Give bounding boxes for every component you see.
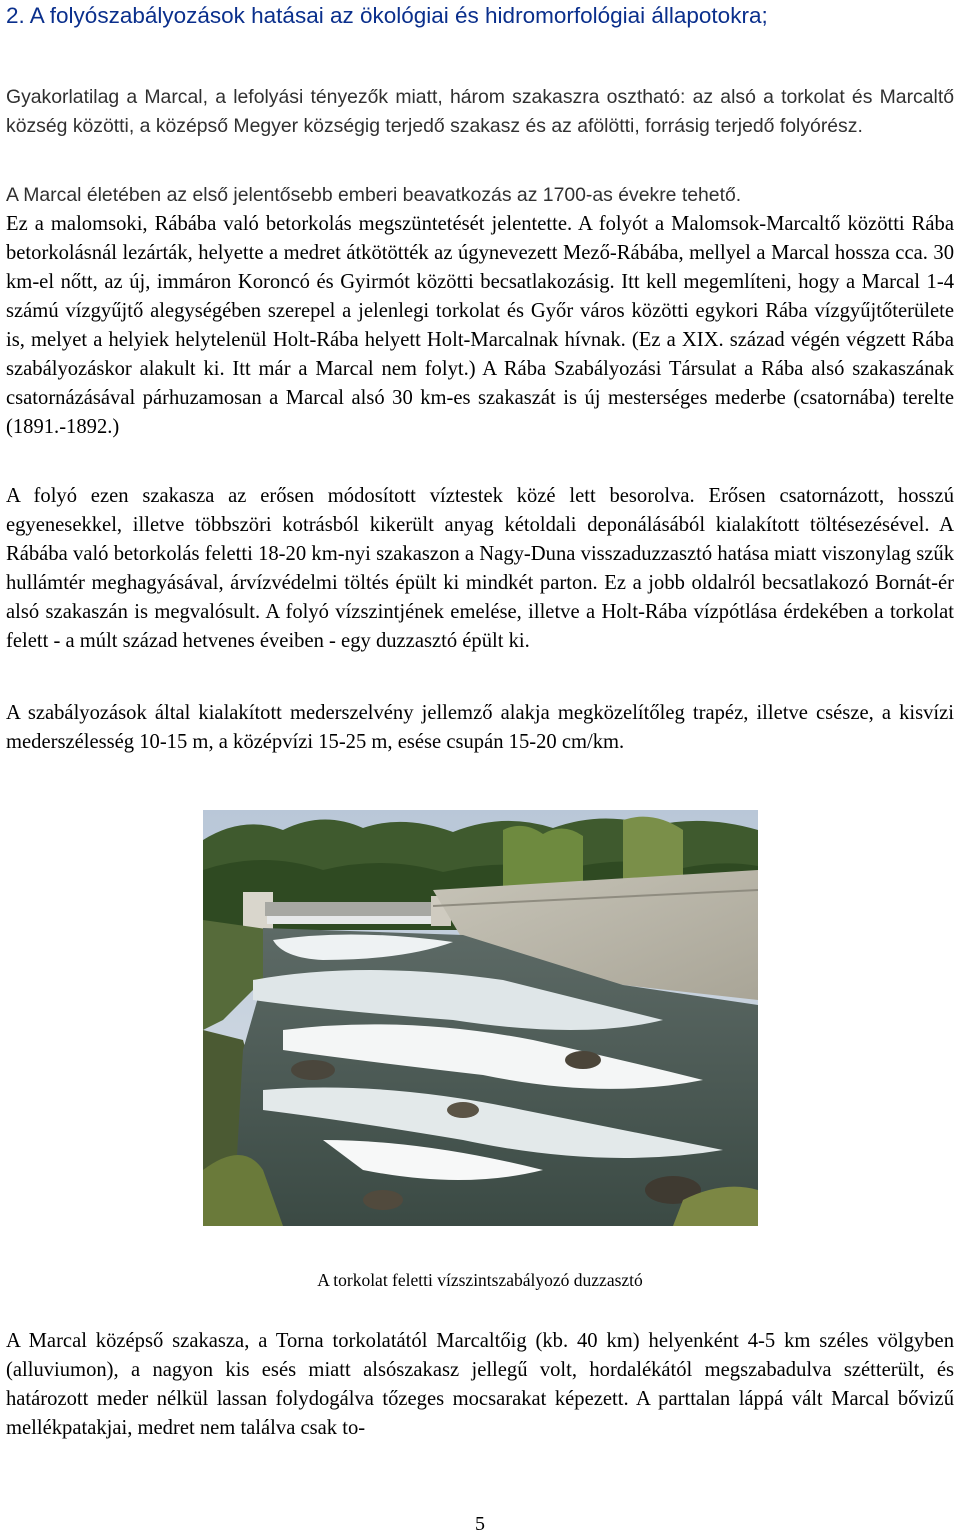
paragraph-channel-profile: A szabályozások által kialakított mederszelvény jellemző alakja megközelítőleg trapéz, illetve csésze, a kisvízi mederszélesség 10-15 m, a középvízi 15-25 m, esése csupán 15-20 cm/km.	[6, 702, 954, 753]
section-heading: 2. A folyószabályozások hatásai az ökológiai és hidromorfológiai állapotokra;	[6, 3, 768, 28]
paragraph-first-intervention: A Marcal életében az első jelentősebb emberi beavatkozás az 1700-as évekre tehető.	[6, 184, 742, 206]
page-number: 5	[475, 1513, 485, 1535]
paragraph-raba-confluence: Ez a malomsoki, Rábába való betorkolás megszüntetését jelentette. A folyót a Malomsok-Marcaltő közötti Rába betorkolásnál lezárták, helyette a medret átkötötték az úgynevezett Mező-Rábába, mellyel a Marcal hossza cca. 30 km-el nőtt, az új, immáron Koroncó és Gyirmót közötti becsatlakozásig. Itt kell megemlíteni, hogy a Marcal 1-4 számú vízgyűjtő alegységében szerepel a jelenlegi torkolat és Győr város közötti egykori Rába vízgyűjtőterülete is, melyet a helyiek helytelenül Holt-Rába helyett Holt-Marcalnak hívnak. (Ez a XIX. század végén végzett Rába szabályozáskor alakult ki. Itt már a Marcal nem folyt.) A Rába Szabályozási Társulat a Rába alsó szakaszának csatornázásával párhuzamosan a Marcal alsó 30 km-es szakaszát is új mesterséges mederbe (csatornába) terelte (1891.-1892.)	[6, 213, 954, 438]
figure-caption: A torkolat feletti vízszintszabályozó duzzasztó	[317, 1270, 643, 1290]
paragraph-modified-water-body: A folyó ezen szakasza az erősen módosított víztestek közé lett besorolva. Erősen csatornázott, hosszú egyenesekkel, illetve többszöri kotrásból kikerült anyag kétoldali deponálásából kialakított töltésezésével. A Rábába való betorkolás feletti 18-20 km-nyi szakaszon a Nagy-Duna visszaduzzasztó hatása miatt viszonylag szűk hullámtér meghagyásával, árvízvédelmi töltés épült ki mindkét parton. Ez a jobb oldalról becsatlakozó Bornát-ér alsó szakaszán is megvalósult. A folyó vízszintjének emelése, illetve a Holt-Rába vízpótlása érdekében a torkolat felett - a múlt század hetvenes éveiben - egy duzzasztó épült ki.	[6, 485, 954, 652]
paragraph-river-sections: Gyakorlatilag a Marcal, a lefolyási tényezők miatt, három szakaszra osztható: az alsó a torkolat és Marcaltő község közötti, a középső Megyer községig terjedő szakasz és az afölötti, forrásig terjedő folyórész.	[6, 86, 954, 137]
paragraph-middle-section: A Marcal középső szakasza, a Torna torkolatától Marcaltőig (kb. 40 km) helyenként 4-5 km széles völgyben (alluviumon), a nagyon kis esés miatt alsószakasz jellegű volt, hordalékától megszabadulva szétterült, és határozott meder nélkül lassan folydogálva tőzeges mocsarakat képezett. A parttalan láppá vált Marcal bővizű mellékpatakjai, medret nem találva csak to-	[6, 1330, 954, 1439]
weir-photo	[203, 810, 758, 1226]
